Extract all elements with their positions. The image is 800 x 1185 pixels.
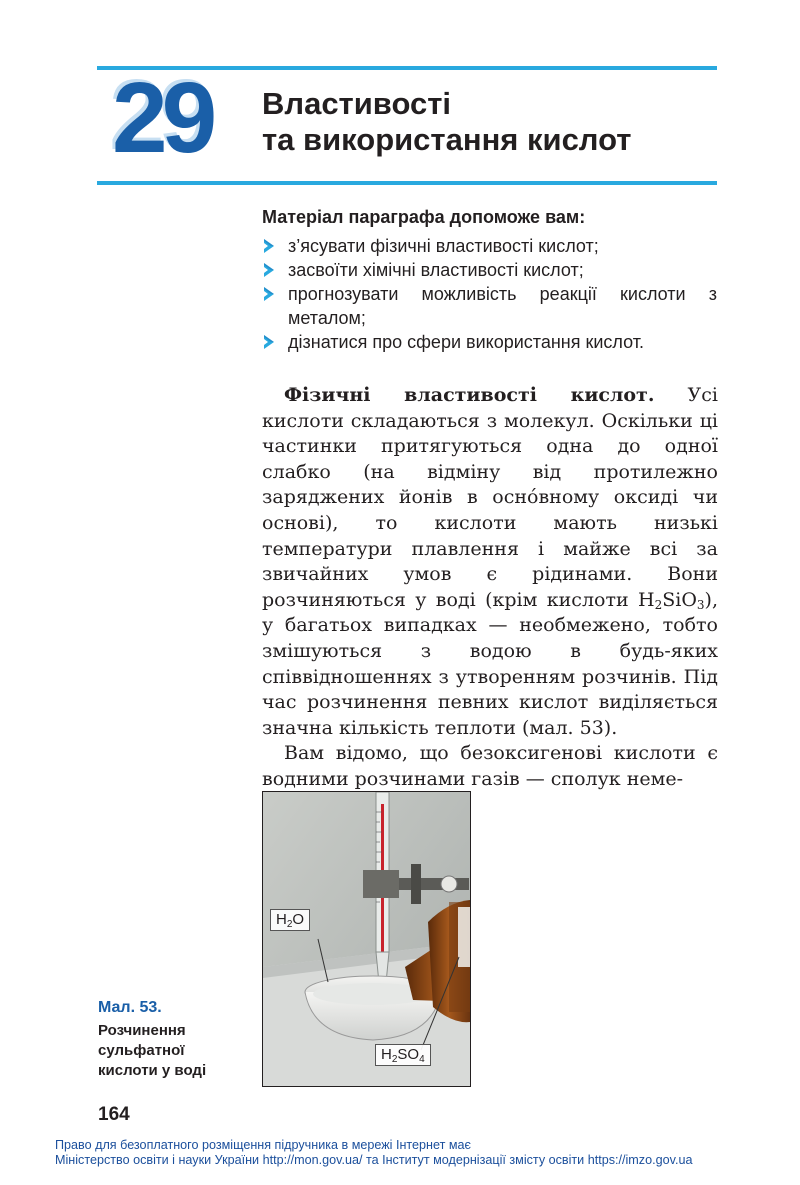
- paragraph-heading: Фізичні властивості кислот.: [284, 384, 655, 406]
- chapter-title-line-1: Властивості: [262, 86, 452, 121]
- copyright-footer: [55, 1138, 775, 1168]
- learning-goals: [262, 205, 717, 354]
- chevron-right-icon: [262, 263, 276, 277]
- formula-part: SiO: [662, 588, 697, 611]
- goal-item: [262, 330, 717, 354]
- goal-item: [262, 234, 717, 258]
- paragraph-text: Усі кислоти складаються з молекул. Оскільки ці частинки притягуються одна до одної слабко (на відміну від протилежно заряджених йонів в осно́вному оксиді чи основі), то кислоти мають низькі температури плавлення і майже всі за звичайних умов є рідинами. Вони розчиняються у воді (крім кислоти: [262, 384, 718, 611]
- paragraph-oxygen-free-acids: Вам відомо, що безоксигенові кислоти є водними розчинами газів — сполук неме-: [262, 742, 718, 790]
- label-h2so4: [375, 1044, 431, 1066]
- goal-item: [262, 258, 717, 282]
- goal-text: дізнатися про сфери використання кислот.: [288, 332, 644, 352]
- chevron-right-icon: [262, 287, 276, 301]
- chevron-right-icon: [262, 239, 276, 253]
- chapter-title: [262, 86, 631, 158]
- goal-text: засвоїти хімічні властивості кислот;: [288, 260, 584, 280]
- lab-photo-illustration: [263, 792, 470, 1086]
- page-number: 164: [98, 1104, 130, 1125]
- goals-heading: Матеріал параграфа допоможе вам:: [262, 207, 586, 227]
- goals-list: [262, 234, 717, 354]
- footer-line-1: Право для безоплатного розміщення підручника в мережі Інтернет має: [55, 1138, 471, 1152]
- bottom-rule: [97, 181, 717, 185]
- label-subscript: 2: [286, 919, 293, 930]
- caption-text: Розчинення сульфатної кислоти у воді: [98, 1022, 207, 1079]
- caption-number: Мал. 53.: [98, 999, 162, 1016]
- figure-photo: [262, 791, 471, 1087]
- figure-caption: [98, 998, 248, 1081]
- formula-h2sio3: [638, 589, 705, 611]
- label-h2o: [270, 909, 310, 931]
- formula-subscript: 3: [696, 597, 705, 612]
- chapter-number: 29: [112, 62, 212, 174]
- label-part: O: [292, 911, 305, 928]
- paragraph-physical-properties: [262, 383, 718, 741]
- paragraph-text: ), у багатьох випадках — необмежено, тобто змішуються з водою в будь-яких співвідношеннях з утворенням розчинів. Під час розчинення певних кислот виділяється значна кількість теплоти (мал. 53).: [262, 588, 718, 739]
- goal-item: [262, 282, 717, 330]
- formula-subscript: 2: [654, 597, 663, 612]
- label-part: H: [381, 1046, 392, 1063]
- label-part: H: [276, 911, 287, 928]
- formula-part: H: [638, 588, 655, 611]
- label-subscript: 4: [419, 1054, 425, 1065]
- chevron-right-icon: [262, 335, 276, 349]
- label-part: SO: [397, 1046, 420, 1063]
- goal-text: прогнозувати можливість реакції кислоти з металом;: [288, 284, 717, 328]
- label-subscript: 2: [391, 1054, 398, 1065]
- chapter-title-line-2: та використання кислот: [262, 122, 632, 157]
- body-text: [262, 383, 718, 793]
- footer-line-2[interactable]: Міністерство освіти і науки України http://mon.gov.ua/ та Інститут модернізації змісту освіти https://imzo.gov.ua: [55, 1153, 693, 1167]
- goal-text: з’ясувати фізичні властивості кислот;: [288, 236, 599, 256]
